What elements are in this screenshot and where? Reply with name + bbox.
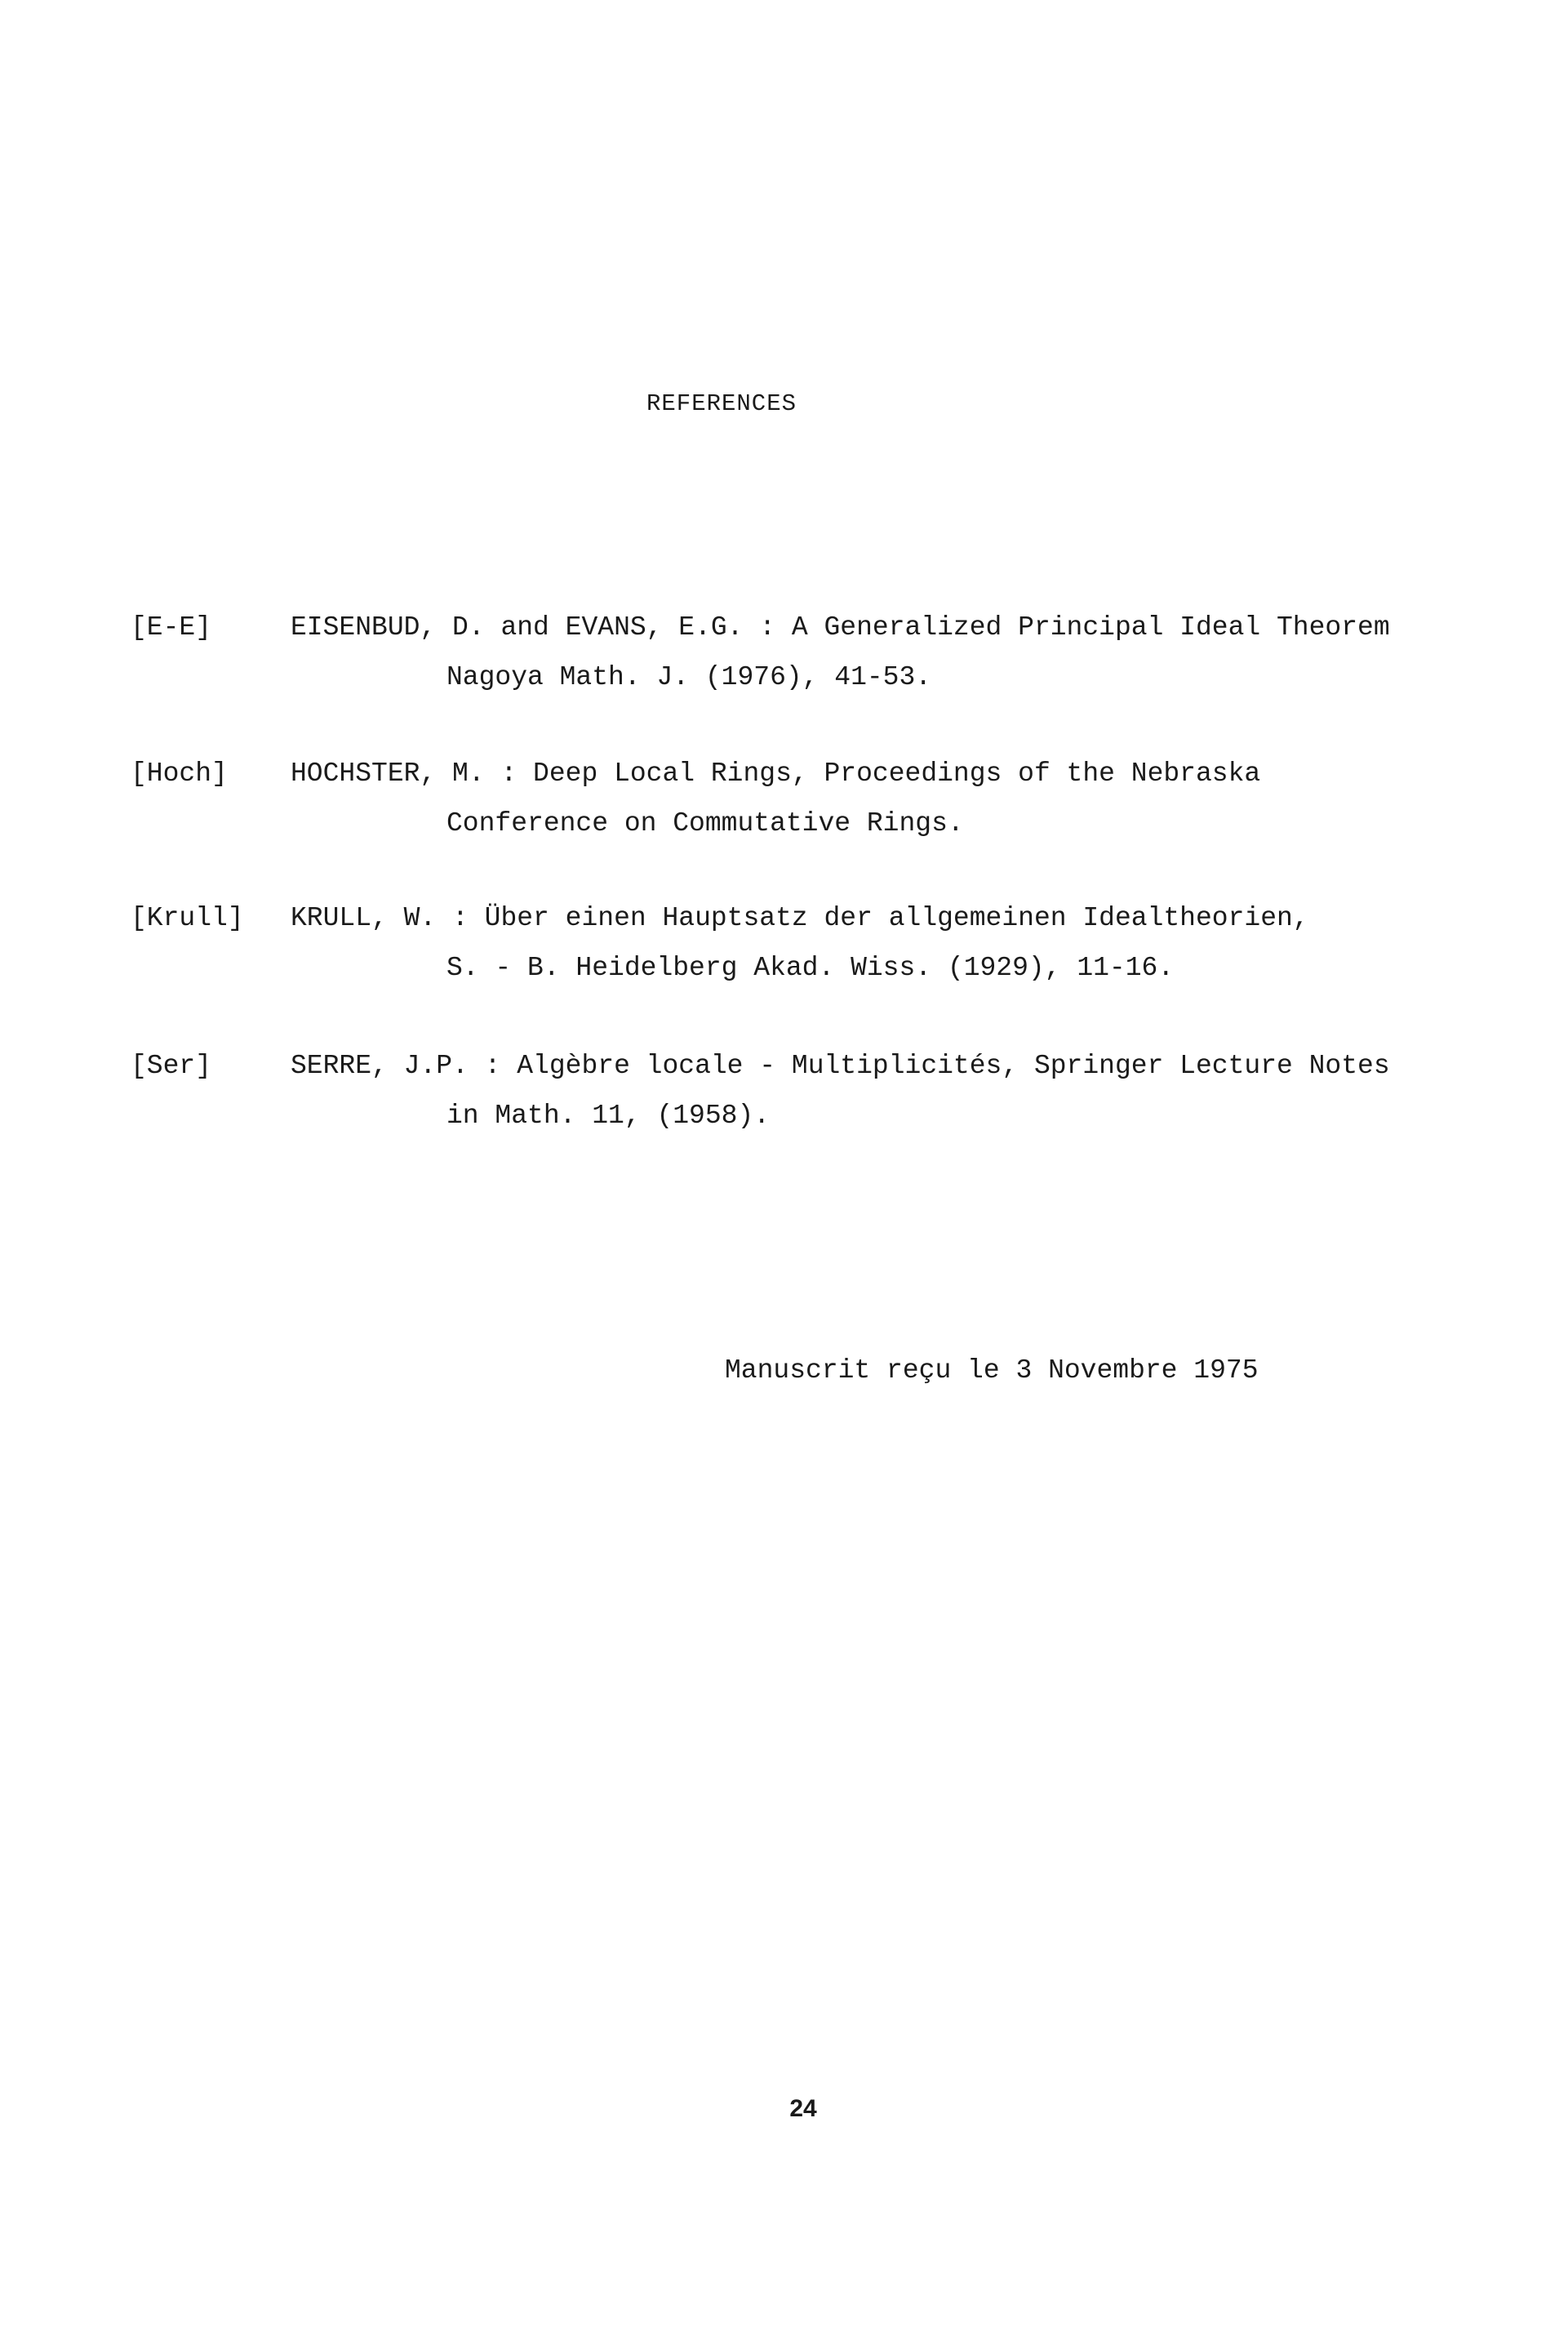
reference-citation-continuation: in Math. 11, (1958). <box>446 1101 771 1131</box>
reference-key: [Ser] <box>131 1051 212 1081</box>
reference-key: [Krull] <box>131 903 244 933</box>
reference-citation-continuation: S. - B. Heidelberg Akad. Wiss. (1929), 11-16. <box>446 953 1175 983</box>
reference-key: [E-E] <box>131 612 212 643</box>
reference-citation-line: SERRE, J.P. : Algèbre locale - Multiplicités, Springer Lecture Notes <box>291 1051 1390 1081</box>
reference-citation-continuation: Nagoya Math. J. (1976), 41-53. <box>446 662 932 692</box>
reference-citation-line: KRULL, W. : Über einen Hauptsatz der allgemeinen Idealtheorien, <box>291 903 1309 933</box>
reference-citation-line: HOCHSTER, M. : Deep Local Rings, Proceedings of the Nebraska <box>291 759 1261 789</box>
manuscript-received-note: Manuscrit reçu le 3 Novembre 1975 <box>725 1355 1259 1386</box>
page-number: 24 <box>789 2095 817 2122</box>
references-heading: REFERENCES <box>646 390 797 417</box>
reference-key: [Hoch] <box>131 759 228 789</box>
reference-citation-line: EISENBUD, D. and EVANS, E.G. : A Generalized Principal Ideal Theorem <box>291 612 1390 643</box>
reference-citation-continuation: Conference on Commutative Rings. <box>446 808 964 839</box>
